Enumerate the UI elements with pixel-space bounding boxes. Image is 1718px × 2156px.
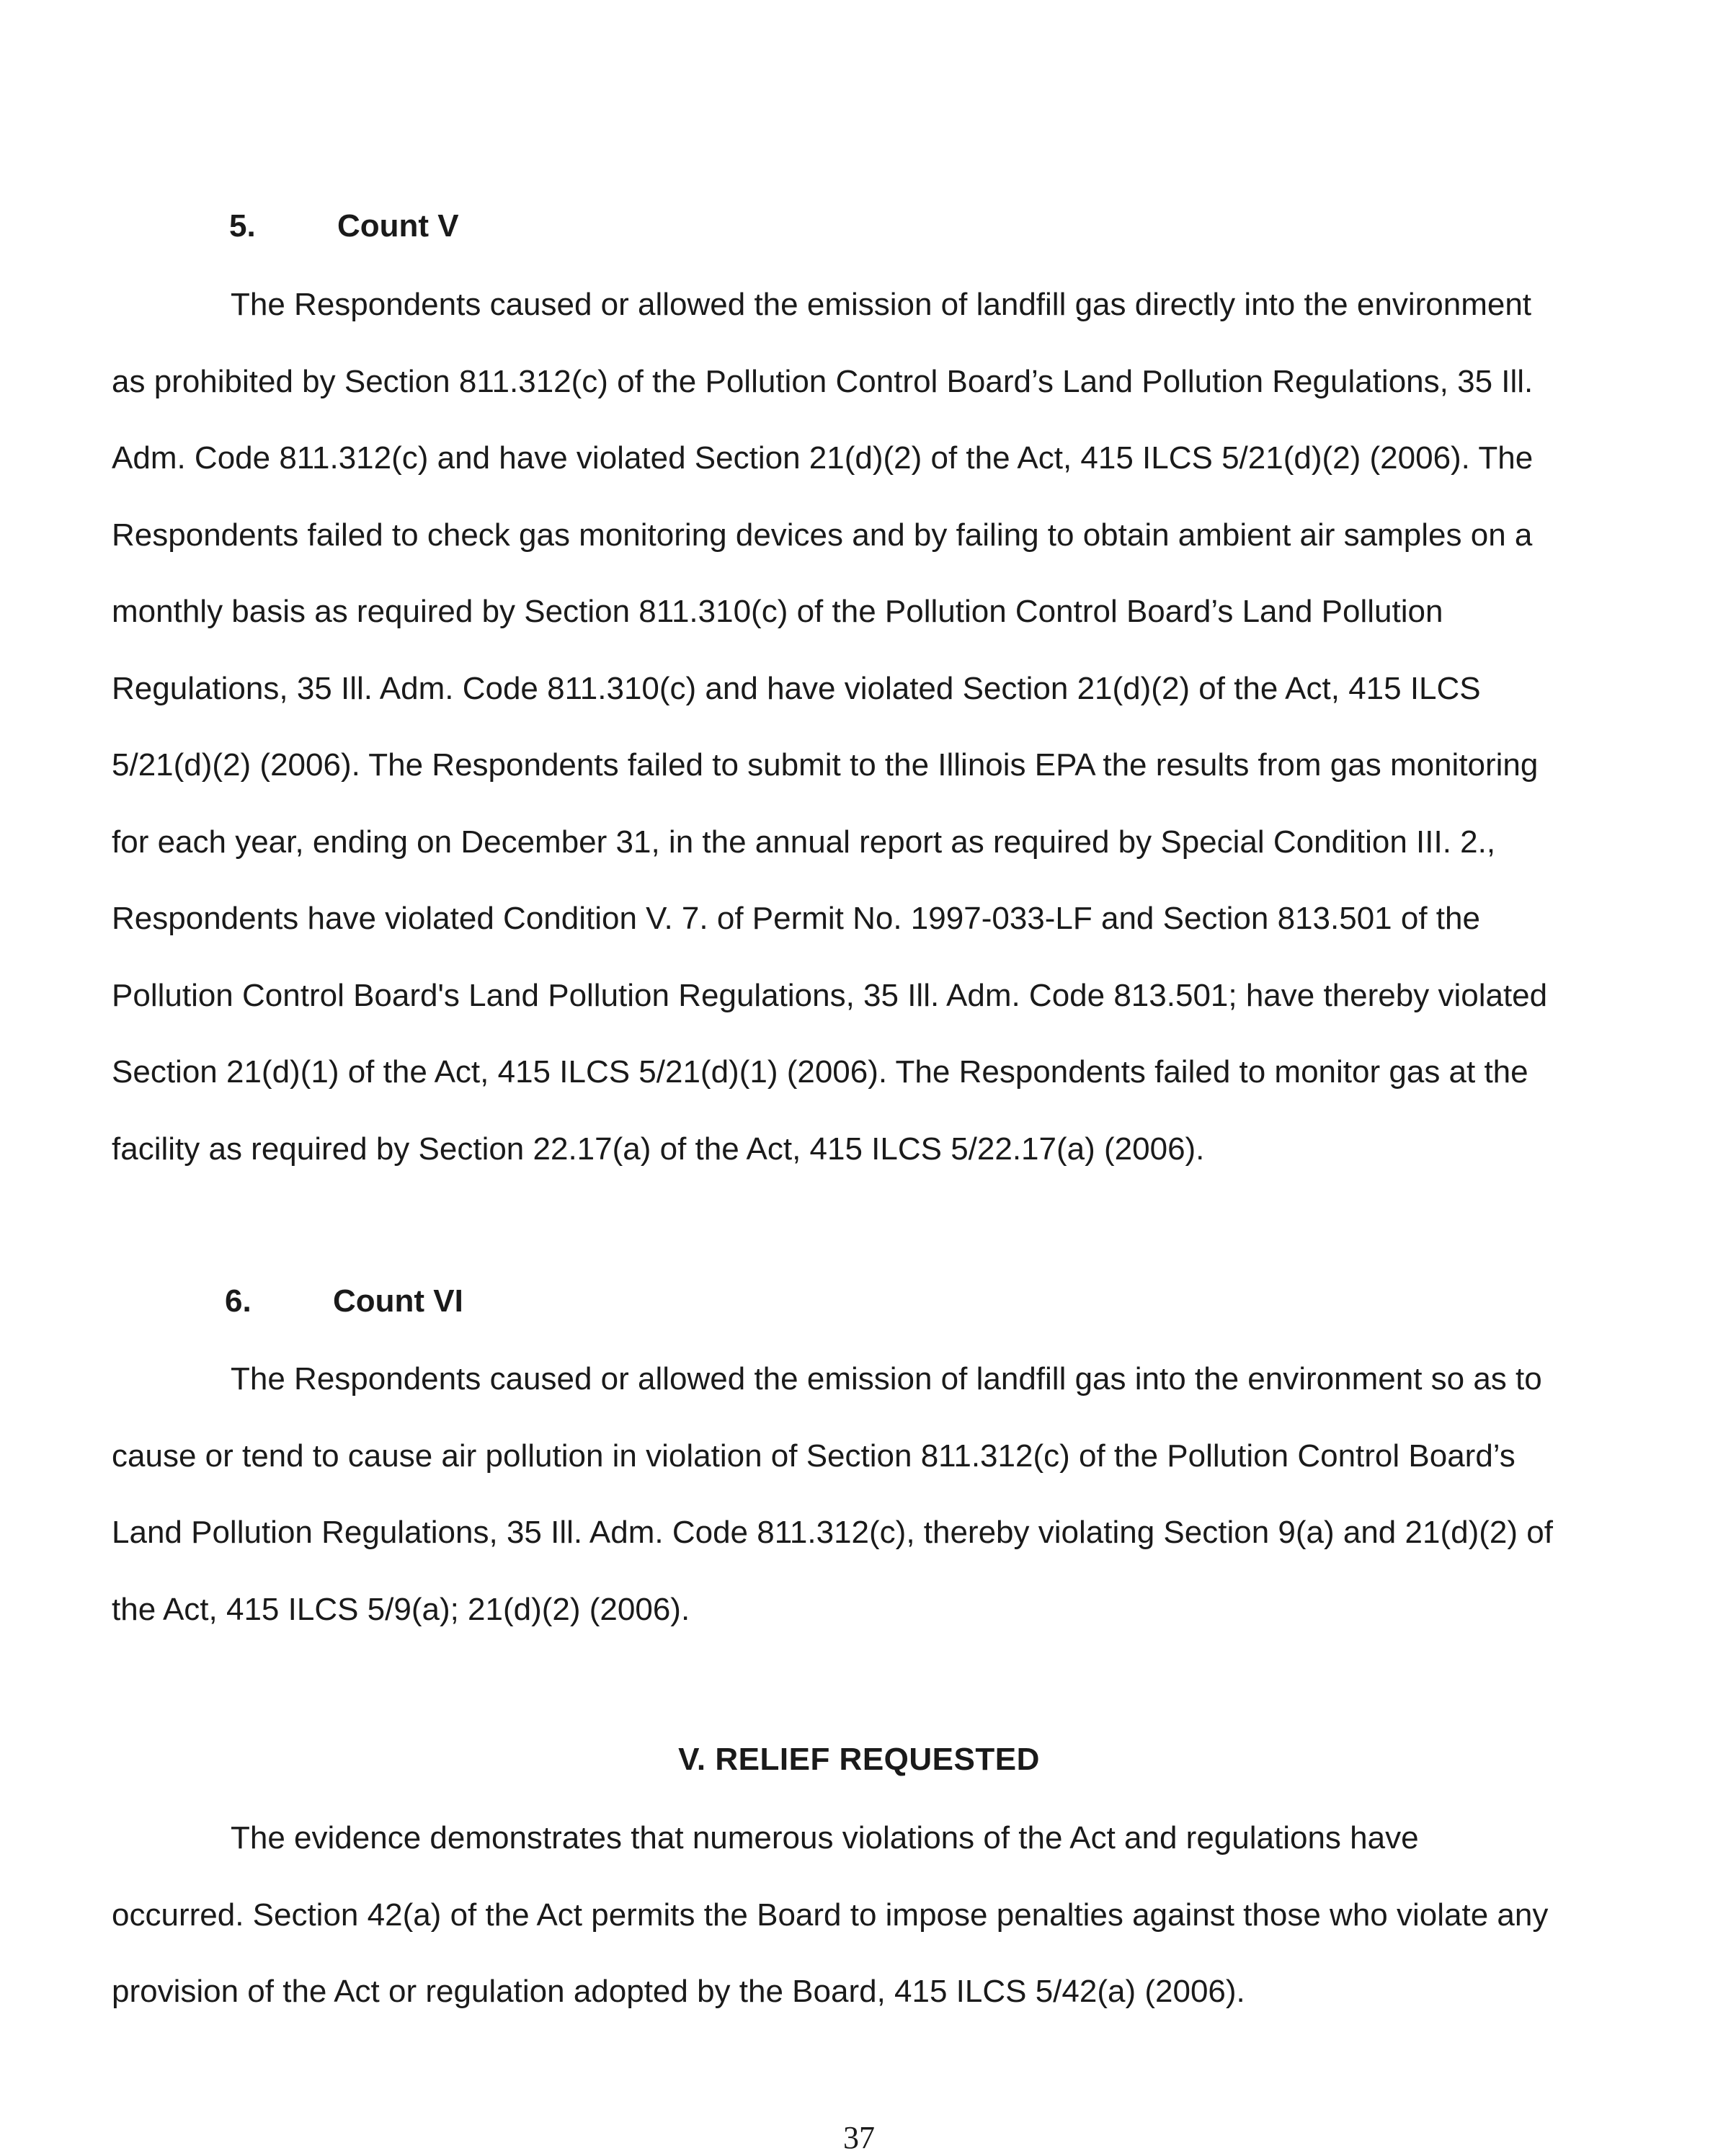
count-v-title: Count V (337, 208, 459, 244)
count-v-heading (229, 210, 459, 242)
relief-requested-title: V. RELIEF REQUESTED (678, 1742, 1040, 1777)
count-v-number: 5. (229, 208, 256, 244)
page-number: 37 (843, 2120, 875, 2155)
count-vi-number: 6. (225, 1283, 252, 1319)
relief-text: The evidence demonstrates that numerous violations of the Act and regulations have occurred. Section 42(a) of the Act permits the Board to impose penalties against those who violate any provision of the Act or regulation adopted by the Board, 415 ILCS 5/42(a) (2006). (112, 1820, 1549, 2009)
count-vi-paragraph (112, 1341, 1553, 1648)
count-vi-title: Count VI (333, 1283, 463, 1319)
count-v-paragraph (112, 267, 1553, 1188)
count-vi-heading (225, 1283, 463, 1319)
relief-paragraph (112, 1800, 1553, 2031)
count-v-text: The Respondents caused or allowed the emission of landfill gas directly into the environment as prohibited by Section 811.312(c) of the Pollution Control Board’s Land Pollution Regulations, 35 Ill. Adm. Code 811.312(c) and have violated Section 21(d)(2) of the Act, 415 ILCS 5/21(d)(2) (2006). The Respondents failed to check gas monitoring devices and by failing to obtain ambient air samples on a monthly basis as required by Section 811.310(c) of the Pollution Control Board’s Land Pollution Regulations, 35 Ill. Adm. Code 811.310(c) and have violated Section 21(d)(2) of the Act, 415 ILCS 5/21(d)(2) (2006). The Respondents failed to submit to the Illinois EPA the results from gas monitoring for each year, ending on December 31, in the annual report as required by Special Condition III. 2., Respondents have violated Condition V. 7. of Permit No. 1997-033-LF and Section 813.501 of the Pollution Control Board's Land Pollution Regulations, 35 Ill. Adm. Code 813.501; have thereby violated Section 21(d)(1) of the Act, 415 ILCS 5/21(d)(1) (2006). The Respondents failed to monitor gas at the facility as required by Section 22.17(a) of the Act, 415 ILCS 5/22.17(a) (2006). (112, 287, 1548, 1167)
count-vi-text: The Respondents caused or allowed the emission of landfill gas into the environment so as to cause or tend to cause air pollution in violation of Section 811.312(c) of the Pollution Control Board’s Land Pollution Regulations, 35 Ill. Adm. Code 811.312(c), thereby violating Section 9(a) and 21(d)(2) of the Act, 415 ILCS 5/9(a); 21(d)(2) (2006). (112, 1361, 1553, 1627)
